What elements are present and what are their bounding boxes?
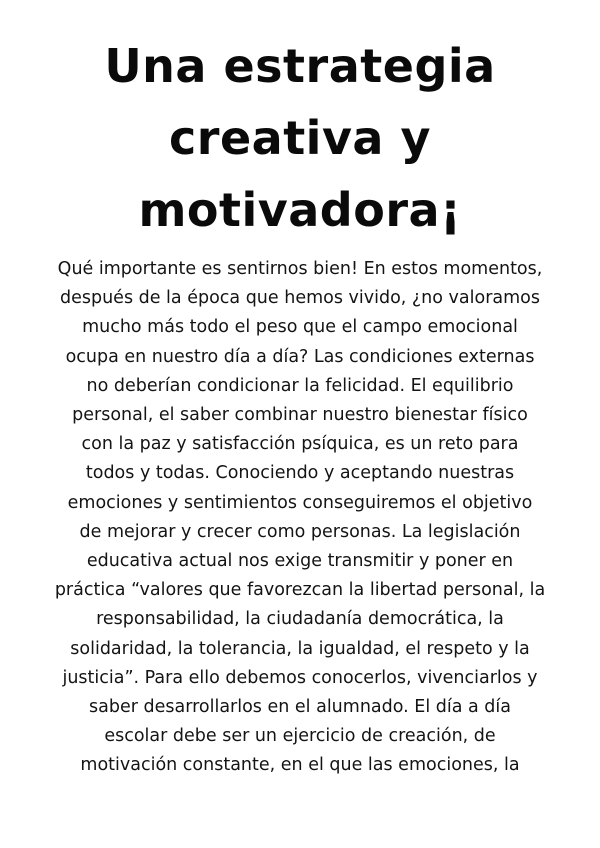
paragraph-line: educativa actual nos exige transmitir y poner en [86, 551, 514, 572]
paragraph-line: saber desarrollarlos en el alumnado. El día a día [89, 697, 511, 718]
paragraph-line: de mejorar y crecer como personas. La legislación [79, 521, 521, 542]
paragraph-line: justicia”. Para ello debemos conocerlos, vivenciarlos y [62, 667, 538, 688]
paragraph-line: después de la época que hemos vivido, ¿no valoramos [59, 288, 540, 309]
page-title [40, 30, 560, 246]
paragraph-line: Qué importante es sentirnos bien! En estos momentos, [57, 259, 543, 279]
title-line: motivadora¡ [138, 183, 462, 237]
paragraph-line: no deberían condicionar la felicidad. El equilibrio [86, 375, 514, 396]
title-line: creativa y [169, 111, 431, 165]
paragraph-line: con la paz y satisfacción psíquica, es un reto para [81, 434, 519, 455]
paragraph-line: ocupa en nuestro día a día? Las condiciones externas [65, 346, 535, 367]
paragraph-line: escolar debe ser un ejercicio de creación, de [104, 726, 496, 747]
paragraph-line: personal, el saber combinar nuestro bienestar físico [72, 405, 528, 426]
paragraph-line: práctica “valores que favorezcan la libertad personal, la [54, 580, 546, 601]
paragraph-line: solidaridad, la tolerancia, la igualdad, el respeto y la [70, 638, 530, 659]
paragraph-line: todos y todas. Conociendo y aceptando nuestras [85, 463, 515, 484]
paragraph-line: emociones y sentimientos conseguiremos el objetivo [67, 492, 533, 513]
paragraph-line: responsabilidad, la ciudadanía democrática, la [96, 609, 504, 630]
body-paragraph [20, 255, 580, 781]
title-line: Una estrategia [104, 39, 496, 93]
paragraph-line: mucho más todo el peso que el campo emocional [82, 317, 518, 338]
paragraph-line: motivación constante, en el que las emociones, la [80, 755, 520, 776]
